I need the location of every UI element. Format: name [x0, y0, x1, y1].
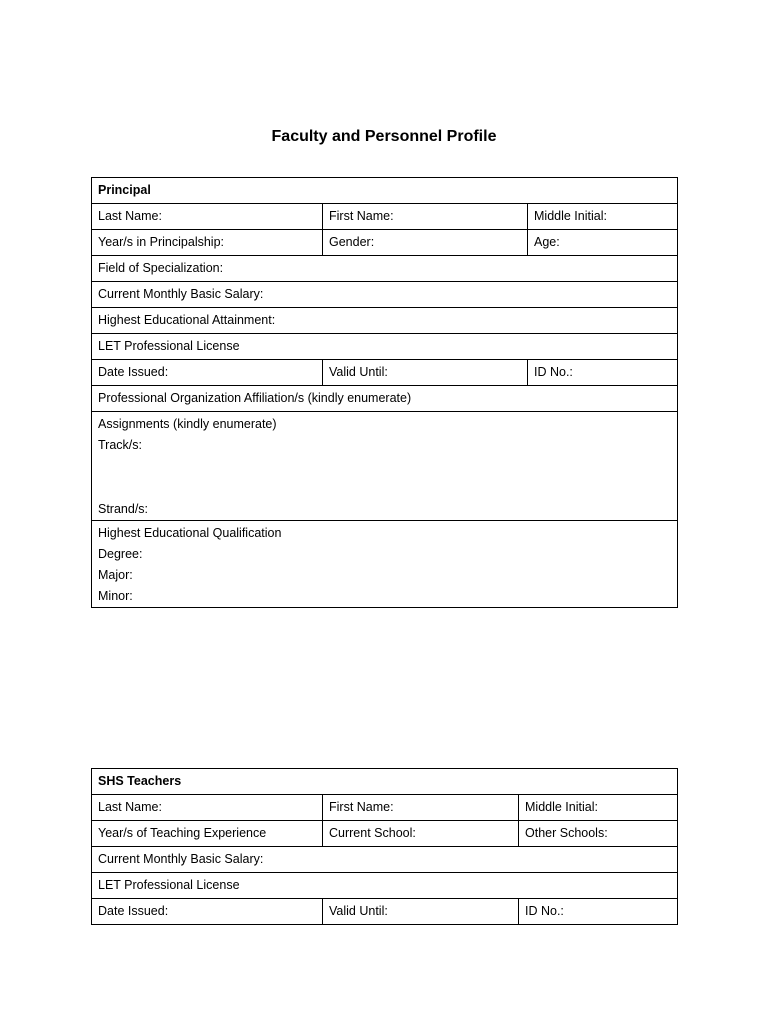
teacher-salary-field[interactable]: Current Monthly Basic Salary:	[92, 847, 678, 873]
teacher-other-schools-field[interactable]: Other Schools:	[519, 821, 678, 847]
principal-id-no-field[interactable]: ID No.:	[528, 360, 678, 386]
principal-age-field[interactable]: Age:	[528, 230, 678, 256]
principal-specialization-field[interactable]: Field of Specialization:	[92, 256, 678, 282]
teachers-table	[91, 768, 678, 925]
principal-qualification-field[interactable]	[92, 521, 678, 608]
assignments-label: Assignments (kindly enumerate)	[98, 417, 277, 431]
page-title: Faculty and Personnel Profile	[271, 128, 497, 145]
degree-label: Degree:	[98, 547, 143, 561]
teacher-last-name-field[interactable]: Last Name:	[92, 795, 323, 821]
principal-assignments-field[interactable]	[92, 412, 678, 521]
teacher-years-field[interactable]: Year/s of Teaching Experience	[92, 821, 323, 847]
principal-middle-initial-field[interactable]: Middle Initial:	[528, 204, 678, 230]
org-affiliation-label: Professional Organization Affiliation/s (kindly enumerate)	[98, 391, 412, 405]
principal-last-name-field[interactable]: Last Name:	[92, 204, 323, 230]
tracks-label: Track/s:	[98, 438, 142, 452]
teacher-current-school-field[interactable]: Current School:	[323, 821, 519, 847]
teacher-id-no-field[interactable]: ID No.:	[519, 899, 678, 925]
teacher-valid-until-field[interactable]: Valid Until:	[323, 899, 519, 925]
principal-table	[91, 177, 678, 608]
qualification-label: Highest Educational Qualification	[98, 526, 282, 540]
strands-label: Strand/s:	[98, 502, 149, 516]
teacher-license-label: LET Professional License	[92, 873, 678, 899]
major-label: Major:	[98, 568, 133, 582]
teacher-middle-initial-field[interactable]: Middle Initial:	[519, 795, 678, 821]
principal-heading: Principal	[92, 178, 678, 204]
principal-license-label: LET Professional License	[92, 334, 678, 360]
principal-valid-until-field[interactable]: Valid Until:	[323, 360, 528, 386]
principal-salary-field[interactable]: Current Monthly Basic Salary:	[92, 282, 678, 308]
teacher-first-name-field[interactable]: First Name:	[323, 795, 519, 821]
principal-attainment-field[interactable]: Highest Educational Attainment:	[92, 308, 678, 334]
minor-label: Minor:	[98, 589, 133, 603]
principal-years-field[interactable]: Year/s in Principalship:	[92, 230, 323, 256]
principal-date-issued-field[interactable]: Date Issued:	[92, 360, 323, 386]
principal-org-affiliation-field[interactable]	[92, 386, 678, 412]
teachers-heading: SHS Teachers	[92, 769, 678, 795]
principal-first-name-field[interactable]: First Name:	[323, 204, 528, 230]
teacher-date-issued-field[interactable]: Date Issued:	[92, 899, 323, 925]
principal-gender-field[interactable]: Gender:	[323, 230, 528, 256]
